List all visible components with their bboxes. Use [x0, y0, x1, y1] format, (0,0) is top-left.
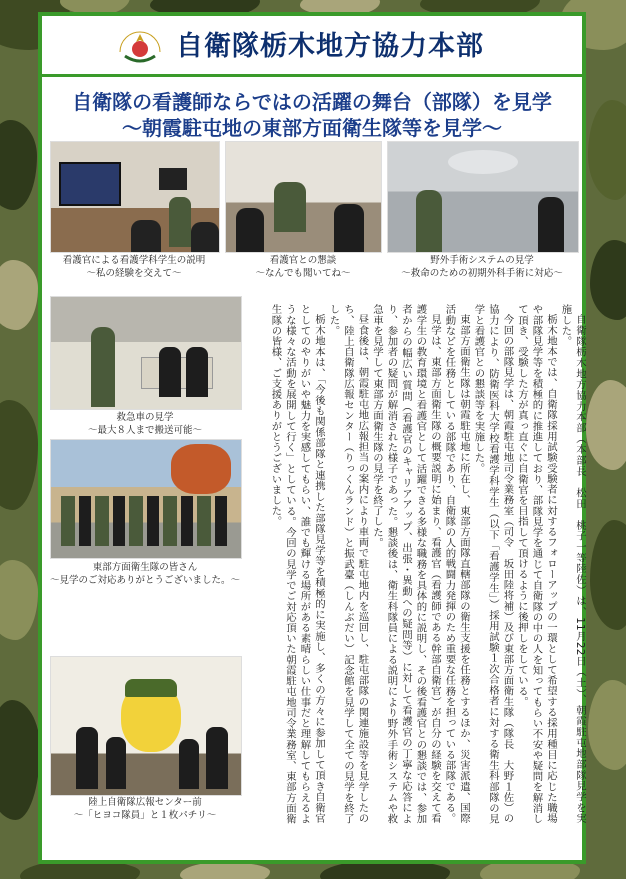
body-paragraph: 東部方面衛生隊は朝霞駐屯地に所在し、東部方面隊直轄部隊の衛生支援を任務とするほか、災害派遣、国際活動などを任務としている部隊であり、自衛隊の人的戦闘力発揮のため重要な任務を担っている部隊である。 [443, 304, 470, 824]
photo-briefing [50, 141, 220, 253]
photo-field-surgery [387, 141, 579, 253]
body-paragraph: 昼食後は、朝霞駐屯地広報担当の案内により車両で駐屯地内を巡回し、駐屯部隊の関連施設等を見学したのち、陸上自衛隊広報センター（りっくんランド）と振武臺（しんぶだい）記念館を見学して全ての見学を終了した。 [327, 304, 369, 824]
header-banner [42, 16, 582, 77]
jsdf-emblem-icon [115, 22, 165, 68]
caption-ambulance: 救急車の見学 ～最大８人まで搬送可能～ [87, 412, 202, 436]
caption-field-surgery: 野外手術システムの見学 ～救命のための初期外科手術に対応～ [401, 255, 563, 279]
photo-ambulance [50, 296, 242, 410]
caption-group: 東部方面衛生隊の皆さん ～見学のご対応ありがとうございました。～ [49, 562, 240, 586]
article-body [257, 304, 587, 824]
photo-group [50, 439, 242, 559]
body-paragraph: 自衛隊栃木地方協力本部（本部長 松田 桃子一等陸佐）は、11月22日（土）、朝霞駐屯地部隊見学を実施した。 [559, 304, 586, 824]
caption-pr-center: 陸上自衛隊広報センター前 ～「ヒヨコ隊員」と１枚パチリ～ [73, 797, 217, 821]
newsletter-page [38, 12, 586, 864]
photo-discussion [225, 141, 382, 253]
caption-briefing: 看護官による看護学科学生の説明 ～私の経験を交えて～ [62, 255, 206, 279]
photo-pr-center [50, 656, 242, 796]
body-paragraph: 栃木地本では、自衛隊採用試験受験者に対するフォローアップの一環として希望する採用種目に応じた職場や部隊見学等を積極的に推進しており、部隊見学を通じて自衛隊の中の人を知ってもらい不安や疑問を解消して頂き、受験した方が真っ直ぐに自衛官を目指して頂けるように後押しをしている。 [516, 304, 557, 824]
article-subtitle: ～朝霞駐屯地の東部方面衛生隊等を見学～ [122, 116, 502, 140]
org-name: 自衛隊栃木地方協力本部 [176, 31, 484, 62]
caption-discussion: 看護官との懇談 ～なんでも聞いてね～ [255, 255, 351, 279]
article-title: 自衛隊の看護師ならではの活躍の舞台（部隊）を見学 [72, 90, 552, 114]
body-paragraph: 栃木地本は、「今後も関係部隊と連携した部隊見学等を積極的に実施し、多くの方々に参加して頂き自衛官としてのやりがいや魅力を実感してもらい、誰でも輝ける場所がある素晴らしい仕事だと理解してもらえるような様々な活動を展開して行く」としている。今回の見学でご対応頂いた朝霞駐屯地司令業務室、東部方面衛生隊の皆様、ご支援ありがとうございました。 [269, 304, 325, 824]
body-paragraph: 見学は、東部方面衛生隊の概要説明に始まり、看護官（看護師である幹部自衛官）が自分の経験を交えて看護学生の教育環境と看護官として活躍できる多様な職務を具体的に説明し、その後看護官との懇談では、参加者からの幅広い質問（看護官のキャリアアップ、出張・異動への疑問等）に対して看護官の丁寧な応答により、参加者の疑問が解消された様子であった。懇談後は、衛生科隊員による説明により野外手術システムや救急車を見学して東部方面衛生隊の見学を終了した。 [371, 304, 441, 824]
body-paragraph: 今回の部隊見学は、朝霞駐屯地司令業務室（司令 坂田陸将補）及び東部方面衛生隊（隊長 大野１佐）の協力により、防衛医科大学校看護学科学生（以下「看護学生」）採用試験１次合格者に対する衛生科部隊の見学と看護官との懇談等を実施した。 [472, 304, 514, 824]
